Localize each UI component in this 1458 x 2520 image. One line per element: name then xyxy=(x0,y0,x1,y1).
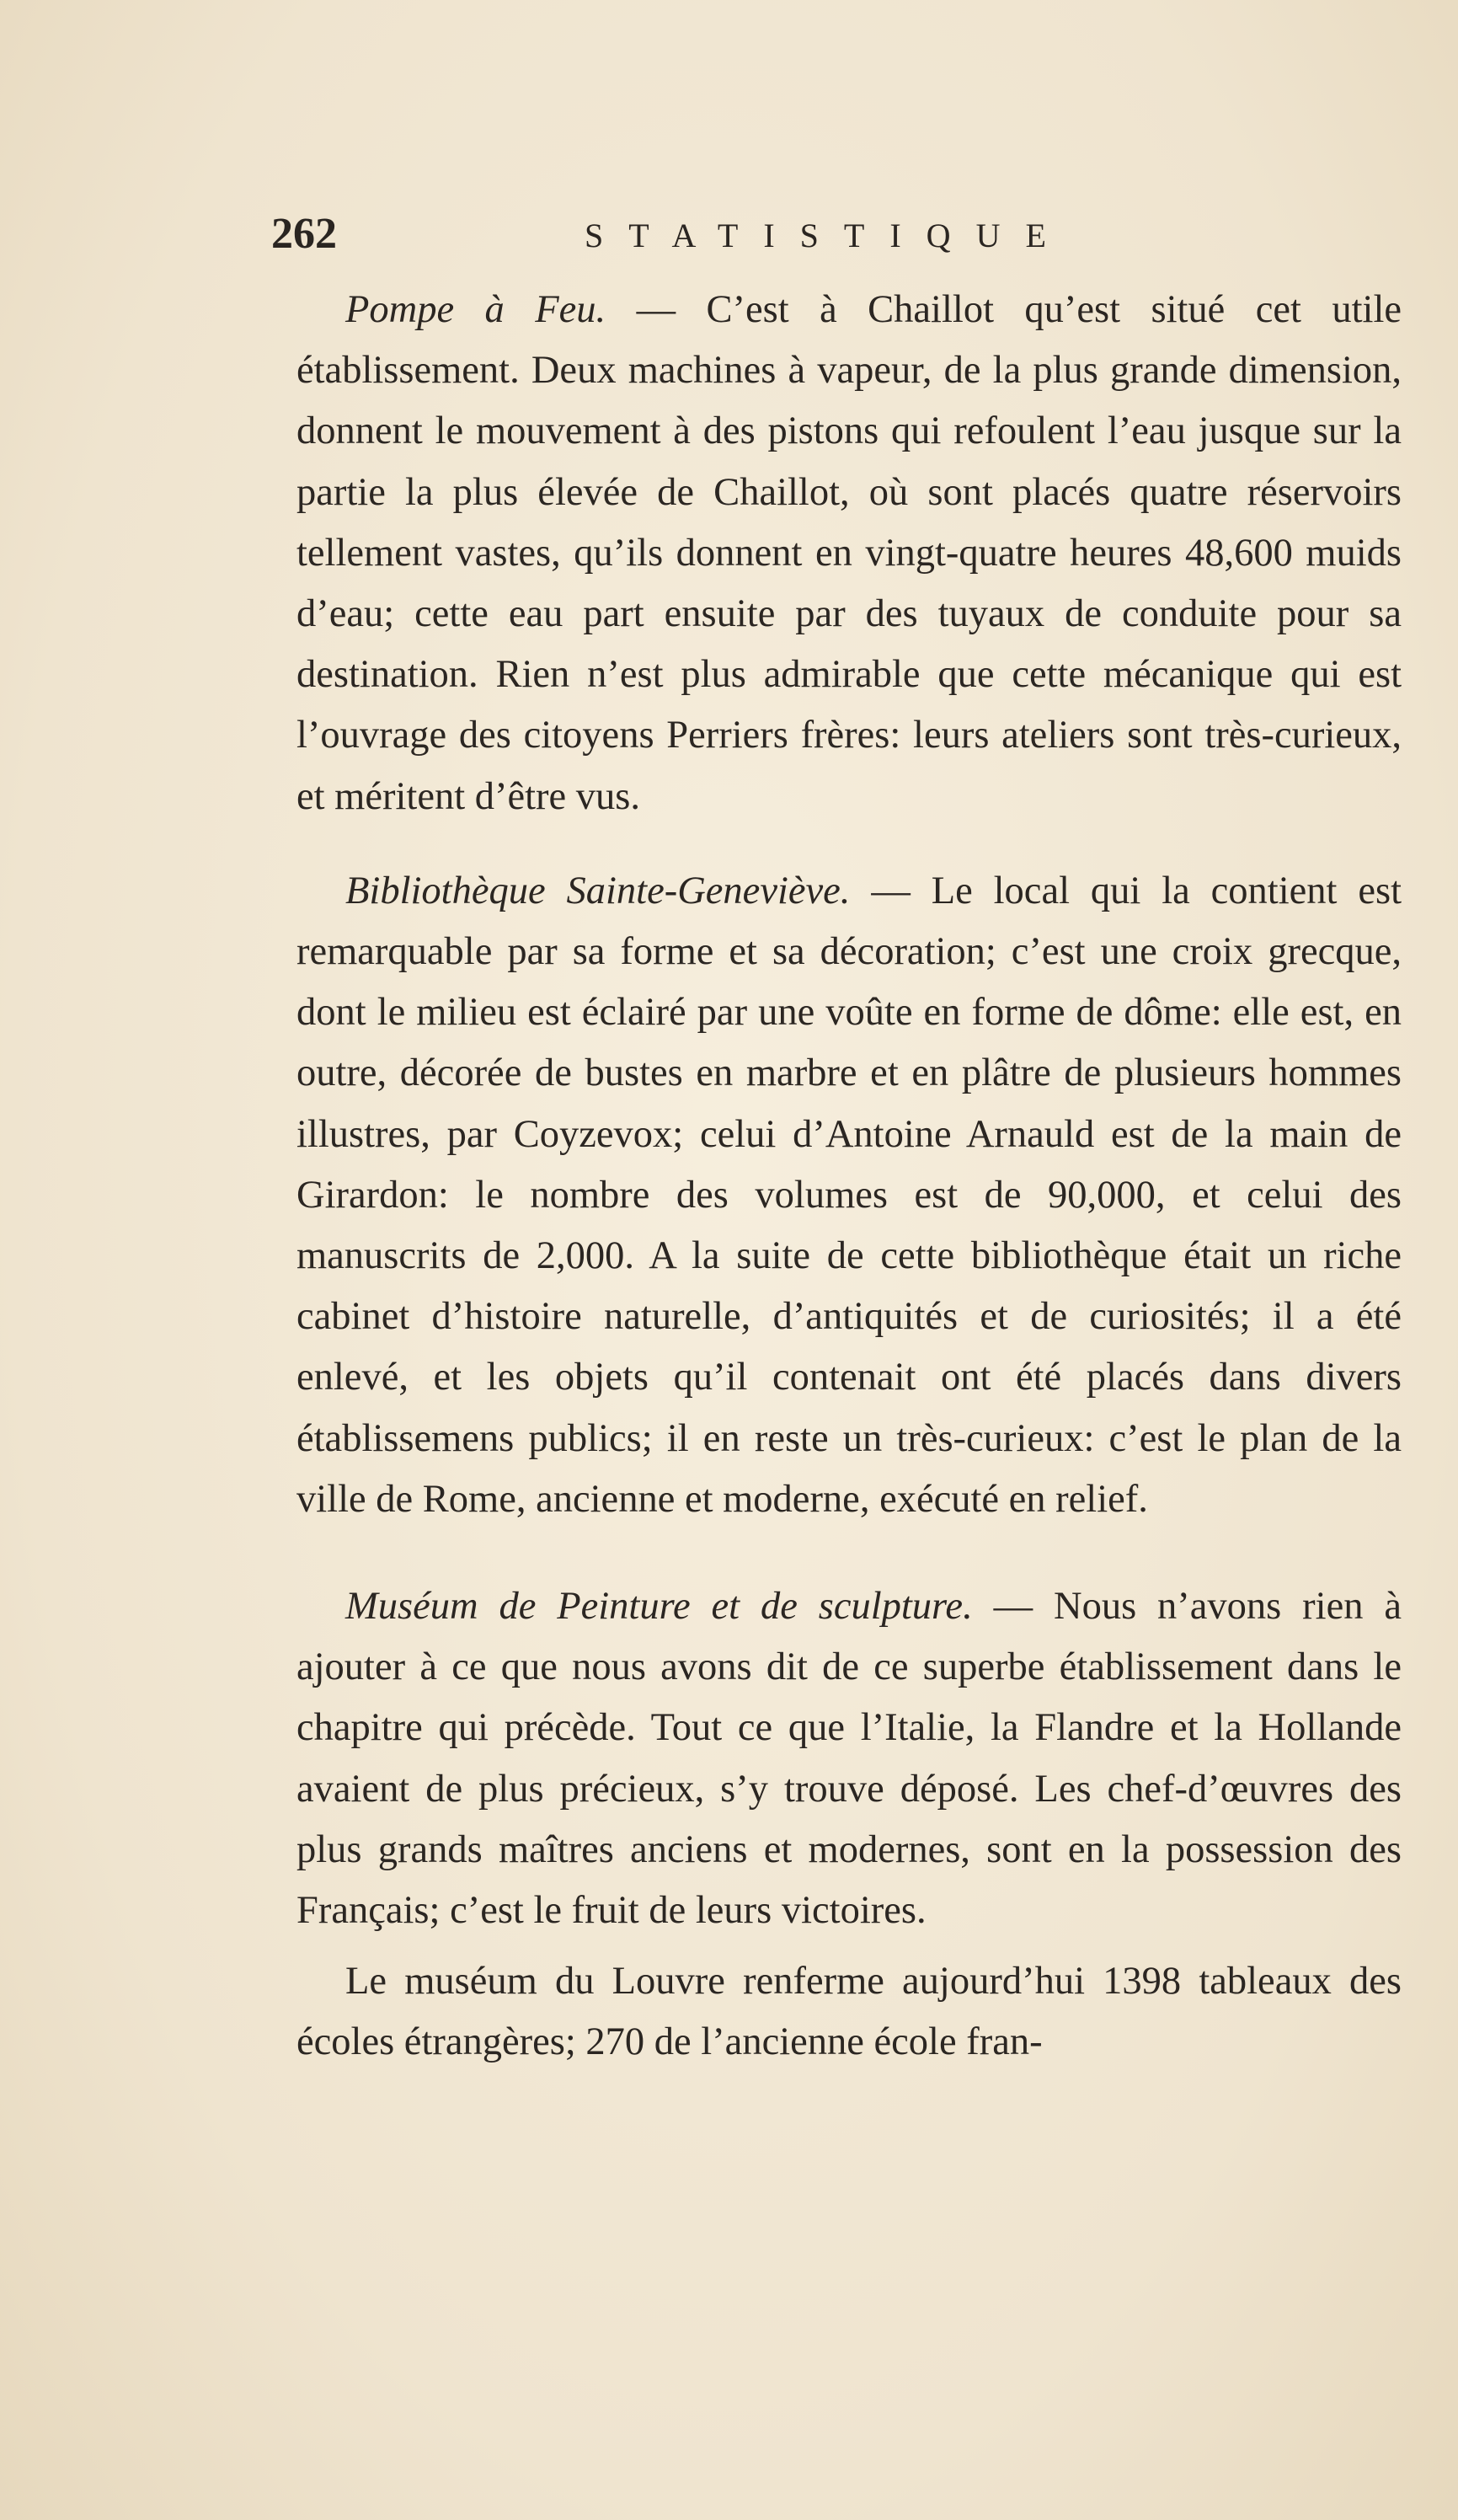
page-header xyxy=(271,209,1122,268)
paragraph-heading: Bibliothèque Sainte-Geneviève. xyxy=(345,869,851,912)
paragraph-text: — C’est à Chaillot qu’est situé cet utile établissement. Deux machines à vapeur, de la plus grande dimension, donnent le mouvement à des pistons qui refoulent l’eau jusque sur la partie la plus élevée de Chaillot, où sont placés quatre réservoirs tellement vastes, qu’ils donnent en vingt-quatre heures 48,600 muids d’eau; cette eau part ensuite par des tuyaux de conduite pour sa destination. Rien n’est plus admirable que cette mécanique qui est l’ouvrage des citoyens Perriers frères: leurs ateliers sont très-curieux, et méritent d’être vus. xyxy=(296,288,1402,818)
paragraph-text: — Le local qui la contient est remarquable par sa forme et sa décoration; c’est une croix grecque, dont le milieu est éclairé par une voûte en forme de dôme: elle est, en outre, décorée de bustes en marbre et en plâtre de plusieurs hommes illustres, par Coyzevox; celui d’Antoine Arnauld est de la main de Girardon: le nombre des volumes est de 90,000, et celui des manuscrits de 2,000. A la suite de cette bibliothèque était un riche cabinet d’histoire naturelle, d’antiquités et de curiosités; il a été enlevé, et les objets qu’il contenait ont été placés dans divers établissemens publics; il en reste un très-curieux: c’est le plan de la ville de Rome, ancienne et moderne, exécuté en relief. xyxy=(296,869,1402,1521)
running-title: STATISTIQUE xyxy=(585,217,1071,254)
paragraph-text: — Nous n’avons rien à ajouter à ce que nous avons dit de ce superbe établissement dans le chapitre qui précède. Tout ce que l’Italie, la Flandre et la Hollande avaient de plus précieux, s’y trouve déposé. Les chef-d’œuvres des plus grands maîtres anciens et modernes, sont en la possession des Français; c’est le fruit de leurs victoires. xyxy=(296,1585,1402,1933)
paragraph-text: Le muséum du Louvre renferme aujourd’hui 1398 tableaux des écoles étrangères; 270 de l’ancienne école fran- xyxy=(296,1960,1402,2064)
page-number: 262 xyxy=(271,210,337,258)
paragraph-heading: Muséum de Peinture et de sculpture. xyxy=(345,1585,973,1629)
paragraph-pompe-a-feu xyxy=(296,280,1402,827)
body-text xyxy=(296,280,1402,2073)
paragraph-heading: Pompe à Feu. xyxy=(345,288,606,331)
paragraph-museum xyxy=(296,1576,1402,1941)
paragraph-louvre xyxy=(296,1951,1402,2073)
paragraph-bibliotheque xyxy=(296,861,1402,1530)
